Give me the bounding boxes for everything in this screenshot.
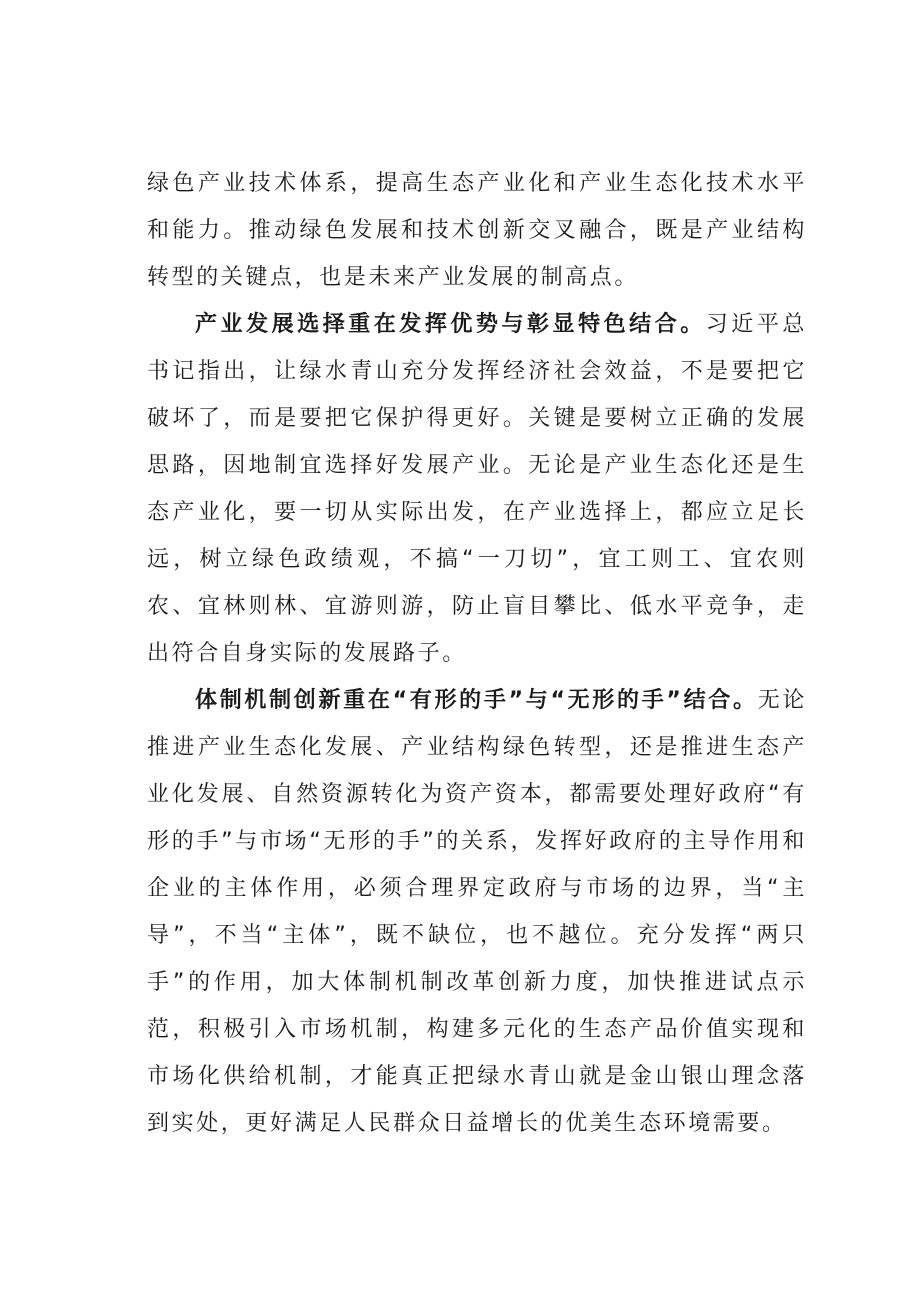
paragraph-lead-heading: 体制机制创新重在“有形的手”与“无形的手”结合。 [195,688,758,713]
paragraph-body: 习近平总书记指出，让绿水青山充分发挥经济社会效益，不是要把它破坏了，而是要把它保护得更好。关键是要树立正确的发展思路，因地制宜选择好发展产业。无论是产业生态化还是生态产业化，要一切从实际出发，在产业选择上，都应立足长远，树立绿色政绩观，不搞“一刀切”，宜工则工、宜农则农、宜林则林、宜游则游，防止盲目攀比、低水平竞争，走出符合自身实际的发展路子。 [147,312,807,666]
paragraph-body: 无论推进产业生态化发展、产业结构绿色转型，还是推进生态产业化发展、自然资源转化为资产资本，都需要处理好政府“有形的手”与市场“无形的手”的关系，发挥好政府的主导作用和企业的主体作用，必须合理界定政府与市场的边界，当“主导”，不当“主体”，既不缺位，也不越位。充分发挥“两只手”的作用，加大体制机制改革创新力度，加快推进试点示范，积极引入市场机制，构建多元化的生态产品价值实现和市场化供给机制，才能真正把绿水青山就是金山银山理念落到实处，更好满足人民群众日益增长的优美生态环境需要。 [147,688,807,1136]
paragraph-industry-choice [147,301,807,677]
paragraph-body: 绿色产业技术体系，提高生态产业化和产业生态化技术水平和能力。推动绿色发展和技术创新交叉融合，既是产业结构转型的关键点，也是未来产业发展的制高点。 [147,171,807,290]
paragraph-institutional-innovation [147,677,807,1147]
paragraph-lead-heading: 产业发展选择重在发挥优势与彰显特色结合。 [195,312,706,337]
paragraph-continuation [147,160,807,301]
document-body [147,160,807,1147]
